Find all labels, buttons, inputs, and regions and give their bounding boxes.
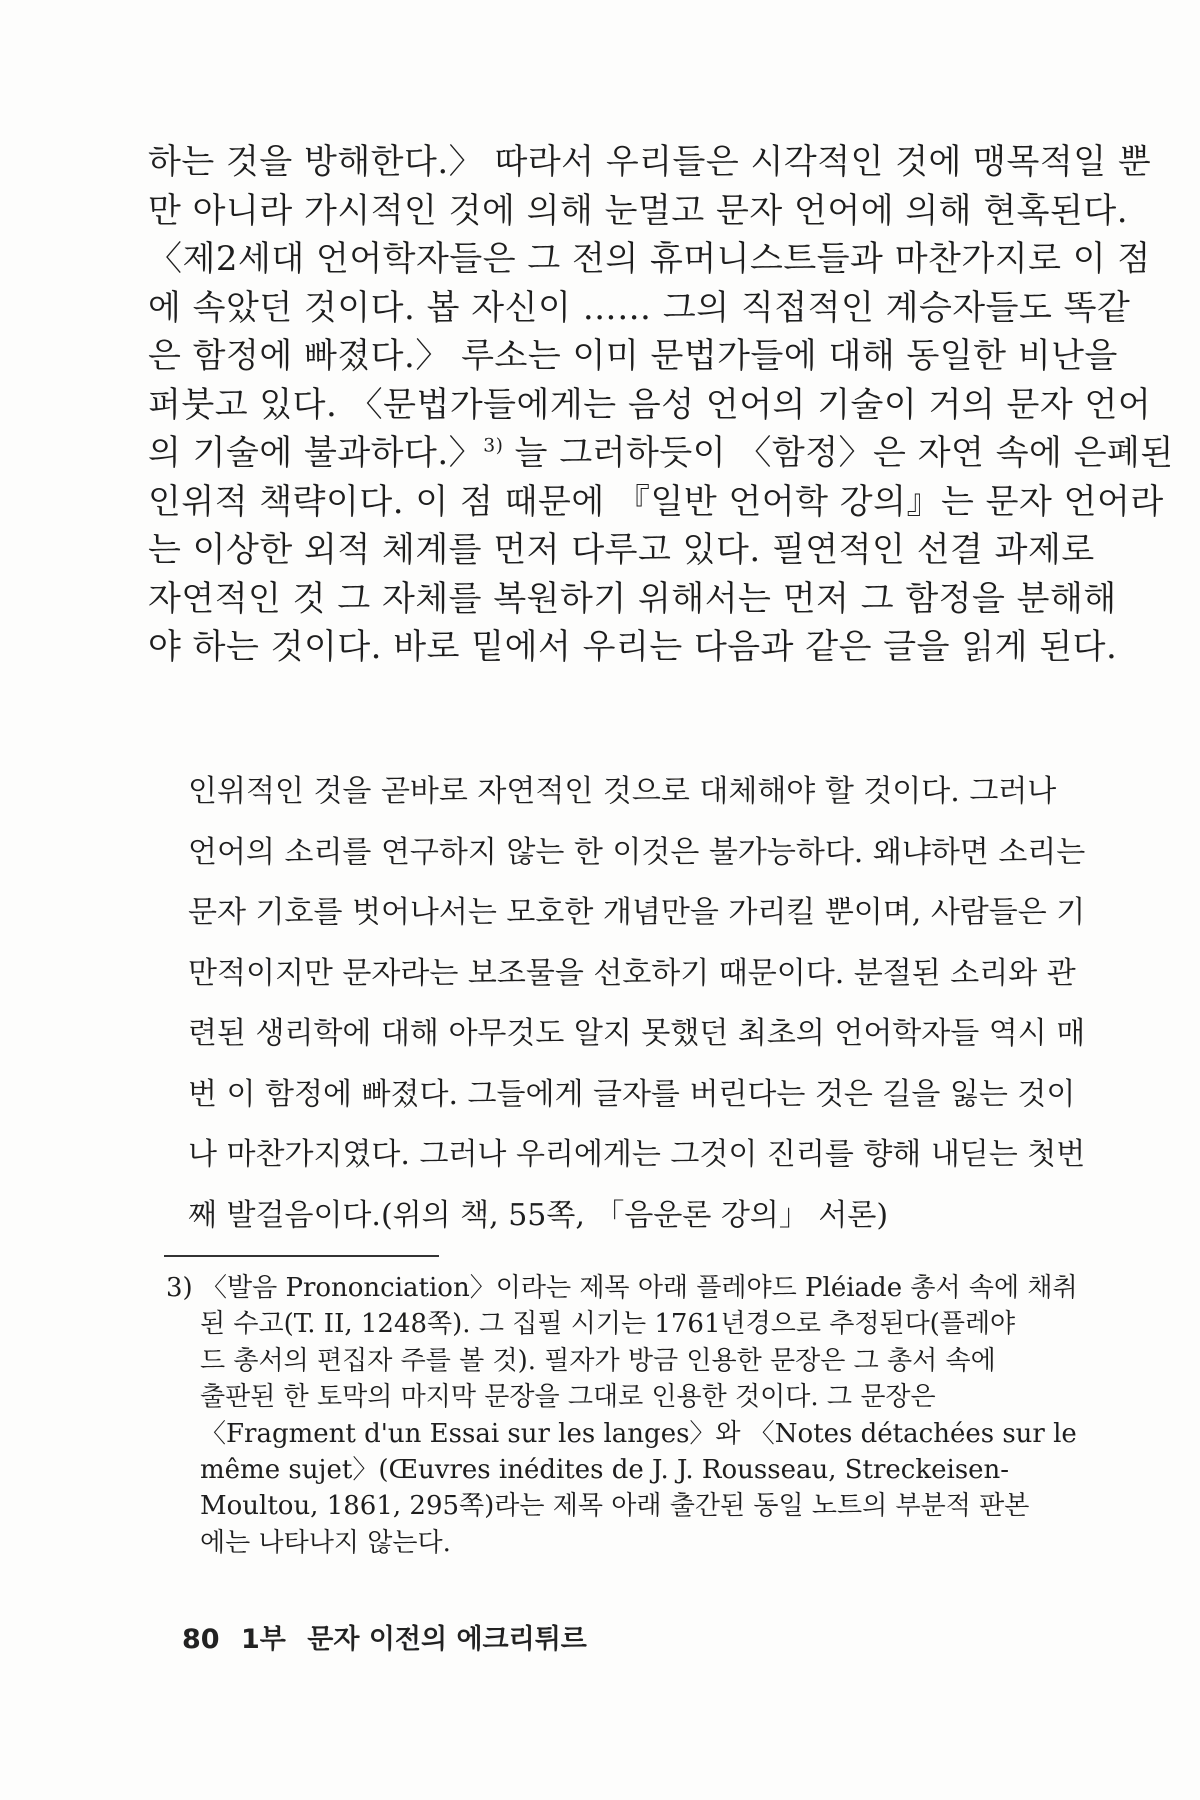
footnote-line: même sujet〉(Œuvres inédites de J. J. Rousseau, Streckeisen-: [200, 1454, 1010, 1485]
body-line-with-footnote-ref: [148, 429, 1174, 478]
body-line: 은 함정에 빠졌다.〉 루소는 이미 문법가들에 대해 동일한 비난을: [148, 336, 1118, 376]
footnote: [166, 1270, 1078, 1561]
body-line: 만 아니라 가시적인 것에 의해 눈멀고 문자 언어에 의해 현혹된다.: [148, 190, 1129, 231]
quote-line: 문자 기호를 벗어나서는 모호한 개념만을 가리킬 뿐이며, 사람들은 기: [188, 895, 1086, 930]
chapter-title: 문자 이전의 에크리튀르: [307, 1624, 587, 1655]
body-line: 하는 것을 방해한다.〉 따라서 우리들은 시각적인 것에 맹목적일 뿐: [148, 142, 1152, 182]
footnote-line: 출판된 한 토막의 마지막 문장을 그대로 인용한 것이다. 그 문장은: [200, 1382, 936, 1413]
footnote-line: 〈Fragment d'un Essai sur les langes〉와 〈Notes détachées sur le: [200, 1418, 1077, 1449]
quote-line: 번 이 함정에 빠졌다. 그들에게 글자를 버린다는 것은 길을 잃는 것이: [188, 1076, 1076, 1112]
body-line: 인위적 책략이다. 이 점 때문에 『일반 언어학 강의』는 문자 언어라: [148, 481, 1164, 522]
footnote-line: Moultou, 1861, 295쪽)라는 제목 아래 출간된 동일 노트의 부분적 판본: [200, 1491, 1030, 1522]
quote-line: 언어의 소리를 연구하지 않는 한 이것은 불가능하다. 왜냐하면 소리는: [188, 834, 1086, 870]
footnote-reference: 3): [483, 435, 504, 457]
quote-line: 째 발걸음이다.(위의 책, 55쪽, 「음운론 강의」 서론): [188, 1197, 889, 1233]
page-number: 80: [182, 1624, 220, 1655]
body-text: [148, 138, 1174, 672]
body-line: 에 속았던 것이다. 봅 자신이 …… 그의 직접적인 계승자들도 똑같: [148, 287, 1131, 328]
quote-line: 나 마찬가지였다. 그러나 우리에게는 그것이 진리를 향해 내딛는 첫번: [188, 1137, 1086, 1172]
footnote-line: 3) 〈발음 Prononciation〉이라는 제목 아래 플레야드 Pléiade 총서 속에 채취: [166, 1273, 1078, 1303]
quote-line: 만적이지만 문자라는 보조물을 선호하기 때문이다. 분절된 소리와 관: [188, 955, 1076, 991]
page-footer: [182, 1617, 599, 1656]
body-line-part: 늘 그러하듯이 〈함정〉은 자연 속에 은폐된: [503, 433, 1174, 473]
footnote-line: 드 총서의 편집자 주를 볼 것). 필자가 방금 인용한 문장은 그 총서 속에: [200, 1345, 996, 1376]
footnote-line: 에는 나타나지 않는다.: [200, 1527, 451, 1558]
body-line: 〈제2세대 언어학자들은 그 전의 휴머니스트들과 마찬가지로 이 점: [148, 239, 1151, 279]
body-line: 야 하는 것이다. 바로 밑에서 우리는 다음과 같은 글을 읽게 된다.: [148, 627, 1118, 667]
quote-line: 련된 생리학에 대해 아무것도 알지 못했던 최초의 언어학자들 역시 매: [188, 1016, 1086, 1051]
body-line: 퍼붓고 있다. 〈문법가들에게는 음성 언어의 기술이 거의 문자 언어: [148, 384, 1152, 425]
block-quote: [188, 762, 1086, 1246]
body-line: 자연적인 것 그 자체를 복원하기 위해서는 먼저 그 함정을 분해해: [148, 578, 1117, 619]
footnote-line: 된 수고(T. II, 1248쪽). 그 집필 시기는 1761년경으로 추정된다(플레야: [200, 1309, 1016, 1340]
quote-line: 인위적인 것을 곧바로 자연적인 것으로 대체해야 할 것이다. 그러나: [188, 774, 1057, 809]
footnote-divider: [164, 1255, 439, 1257]
body-line-part: 의 기술에 불과하다.〉: [148, 433, 484, 473]
body-line: 는 이상한 외적 체계를 먼저 다루고 있다. 필연적인 선결 과제로: [148, 530, 1095, 570]
part-label: 1부: [240, 1624, 286, 1655]
